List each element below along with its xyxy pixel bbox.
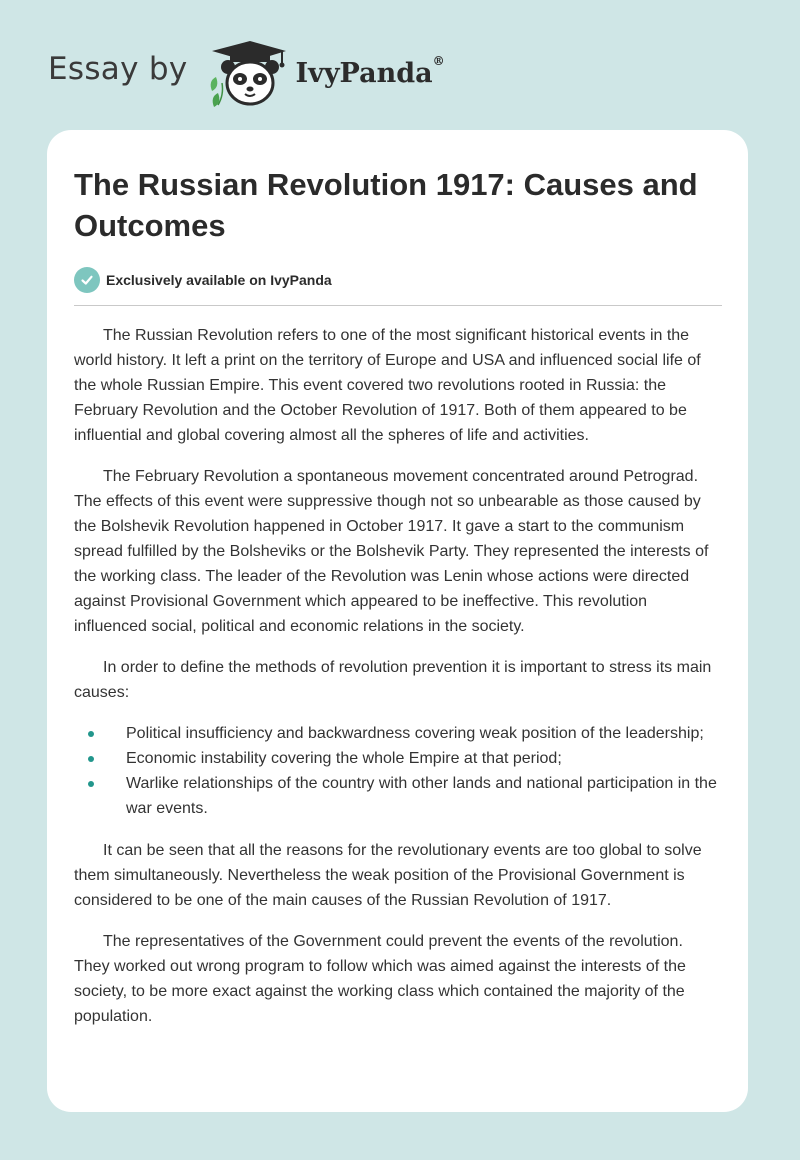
- essay-title: The Russian Revolution 1917: Causes and Outcomes: [74, 167, 698, 243]
- brand-name[interactable]: IvyPanda®: [295, 53, 445, 89]
- essay-card: [47, 130, 748, 1112]
- causes-list: [74, 721, 722, 821]
- paragraph: In order to define the methods of revolution prevention it is important to stress its main causes:: [74, 659, 712, 701]
- paragraph: The February Revolution a spontaneous movement concentrated around Petrograd. The effects of this event were suppressive though not so unbearable as those caused by the Bolshevik Revolution happened in October 1917. It gave a start to the communism spread fulfilled by the Bolsheviks or the Bolshevik Party. They represented the interests of the working class. The leader of the Revolution was Lenin whose actions were directed against Provisional Government which appeared to be ineffective. This revolution influenced social, political and economic relations in the society.: [74, 468, 709, 635]
- list-item: Warlike relationships of the country with other lands and national participation in the war events.: [74, 771, 722, 821]
- essay-by-label: Essay by: [48, 51, 188, 87]
- check-icon: [74, 267, 100, 293]
- badge-text: Exclusively available on IvyPanda: [106, 272, 332, 288]
- essay-body: [74, 323, 722, 1029]
- panda-logo-icon: [202, 37, 290, 109]
- divider: [74, 305, 722, 306]
- paragraph: The Russian Revolution refers to one of the most significant historical events in the world history. It left a print on the territory of Europe and USA and influenced social life of the whole Russian Empire. This event covered two revolutions rooted in Russia: the February Revolution and the October Revolution of 1917. Both of them appeared to be influential and global covering almost all the spheres of life and activities.: [74, 327, 701, 444]
- list-item: Political insufficiency and backwardness covering weak position of the leadership;: [74, 721, 722, 746]
- exclusive-badge: [74, 266, 722, 294]
- paragraph: The representatives of the Government could prevent the events of the revolution. They worked out wrong program to follow which was aimed against the interests of the society, to be more exact against the working class which contained the majority of the population.: [74, 933, 686, 1025]
- paragraph: It can be seen that all the reasons for the revolutionary events are too global to solve them simultaneously. Nevertheless the weak position of the Provisional Government is considered to be one of the main causes of the Russian Revolution of 1917.: [74, 842, 702, 909]
- list-item: Economic instability covering the whole Empire at that period;: [74, 746, 722, 771]
- site-header: [48, 36, 445, 106]
